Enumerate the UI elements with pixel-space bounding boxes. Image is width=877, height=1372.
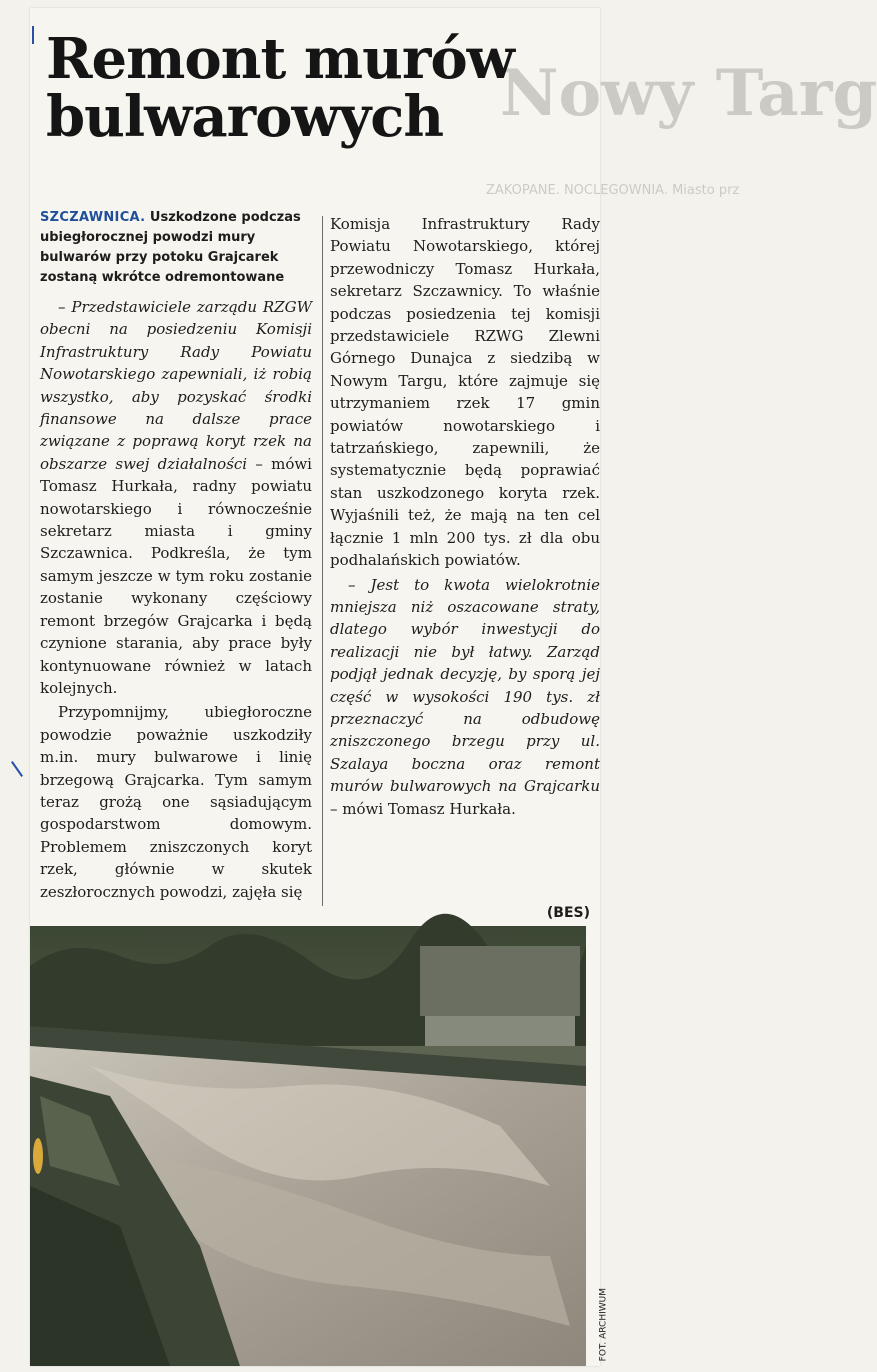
margin-pen-mark [11,761,23,777]
newspaper-clipping [30,8,877,1366]
paragraph-1-rest: – mówi Tomasz Hurkała, radny powiatu nowotarskiego i równocześnie sekretarz miasta i gminy Szczawnica. Podkreśla, że tym samym jeszcze w tym roku zostanie zostanie wykonany częściowy remont brzegów Grajcarka i będą czynione starania, aby prace były kontynuowane również w latach kolejnych. [40,454,312,697]
quote-1: – Przedstawiciele zarządu RZGW obecni na posiedzeniu Komisji Infrastruktury Rady Powiatu Nowotarskiego zapewniali, iż robią wszystko, aby pozyskać środki finansowe na dalsze prace związane z poprawą koryt rzek na obszarze swej działalności [40,298,312,473]
lead-text: Uszkodzone podczas ubiegłorocznej powodzi mury bulwarów przy potoku Grajcarek zostaną wkrótce odremontowane [40,210,301,285]
article-column-right [330,213,600,820]
flood-photo-illustration [30,926,586,1366]
article-lead [40,208,312,288]
article-paragraph-1 [40,296,312,699]
quote-2: – Jest to kwota wielokrotnie mniejsza niż oszacowane straty, dlatego wybór inwestycji do realizacji nie był łatwy. Zarząd podjął jednak decyzję, by sporą jej część w wysokości 190 tys. zł przeznaczyć na odbudowę zniszczonego brzegu przy ul. Szalaya boczna oraz remont murów bulwarowych na Grajcarku [330,575,600,796]
column-divider [322,216,323,906]
article-paragraph-2-continued: Komisja Infrastruktury Rady Powiatu Nowotarskiego, której przewodniczy Tomasz Hurkała, sekretarz Szczawnicy. To właśnie podczas posiedzenia tej komisji przedstawiciele RZWG Zlewni Górnego Dunajca z siedzibą w Nowym Targu, które zajmuje się utrzymaniem rzek 17 gmin powiatów nowotarskiego i tatrzańskiego, zapewnili, że systematycznie będą poprawiać stan uszkodzonego koryta rzek. Wyjaśnili też, że mają na ten cel łącznie 1 mln 200 tys. zł dla obu podhalańskich powiatów. [330,215,600,570]
article-headline: Remont murów bulwarowych [46,26,514,150]
margin-pen-mark [32,26,34,44]
bleed-through-line: ZAKOPANE. NOCLEGOWNIA. Miasto prz [486,183,740,198]
article-paragraph-3 [330,574,600,820]
photo-credit: FOT. ARCHIWUM [598,1288,608,1362]
flood-photo [30,926,586,1366]
article-column-left [40,208,312,903]
article-paragraph-2: Przypomnijmy, ubiegłoroczne powodzie poważnie uszkodziły m.in. mury bulwarowe i linię brzegową Grajcarka. Tym samym teraz grożą one sąsiadującym gospodarstwom domowym. Problemem zniszczonych koryt rzek, głównie w skutek zeszłorocznych powodzi, zajęła się [40,703,312,901]
bleed-through-masthead: Nowy Targ [500,56,877,131]
author-byline: (BES) [546,905,590,921]
quote-2-attribution: – mówi Tomasz Hurkała. [330,799,516,818]
dateline-place: SZCZAWNICA. [40,210,146,225]
